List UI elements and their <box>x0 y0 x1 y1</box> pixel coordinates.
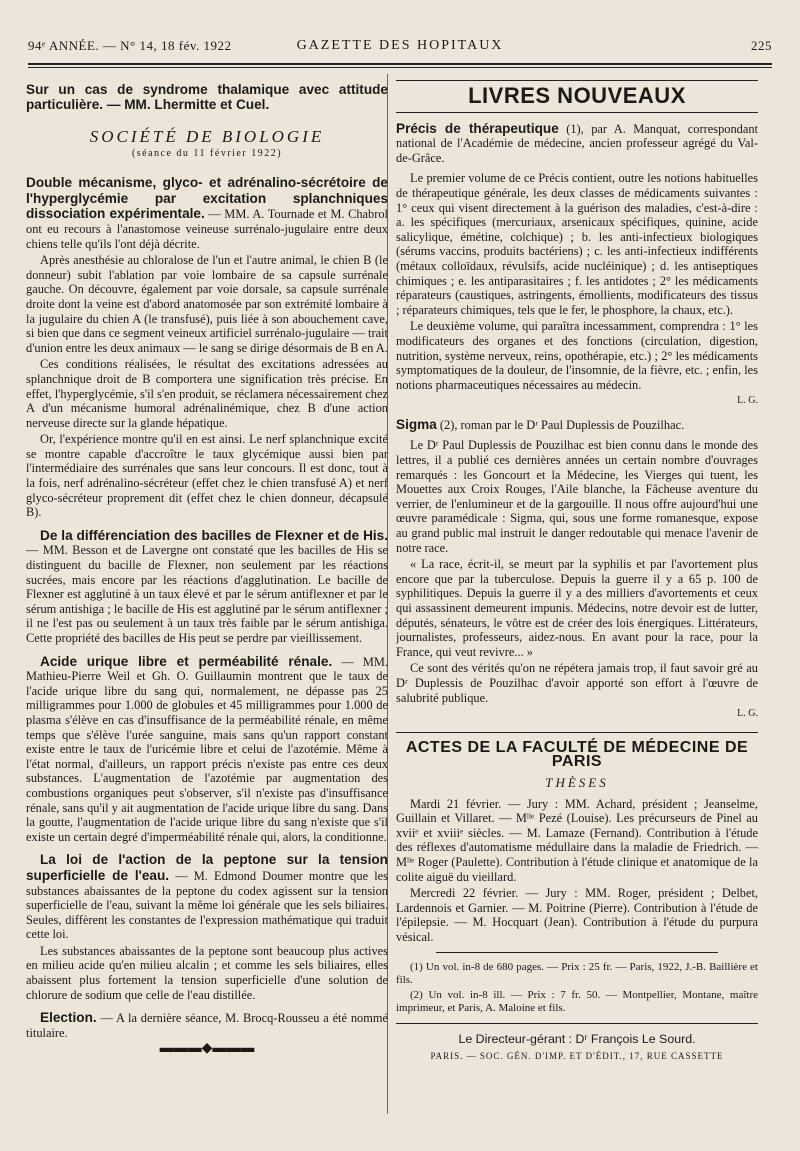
page-number: 225 <box>751 38 772 53</box>
article-4-para-2: Les substances abaissantes de la peptone sont beaucoup plus actives en milieu acide qu'en milieu alcalin ; et comme les sels biliaires, elles abaissent plus fortement la tension superficielle d'une solution de chlorure de sodium que celle de l'eau distillée. <box>26 943 388 1002</box>
article-1-para-4: Or, l'expérience montre qu'il en est ainsi. Le nerf splanchnique excité se montre capable d'accroître le taux glycémique aussi bien par l'intermédiaire des surrénales que sans leur concours. Il est donc, tout à la fois, nerf adrénalino-sécréteur (effet chez le chien transfusé A) et nerf glyco-sécréteur proprement dit (effet chez le chien donneur, décapsulé B). <box>26 432 388 520</box>
article-3-title: Acide urique libre et perméabilité rénale. <box>40 653 333 669</box>
book-2-heading <box>396 417 758 433</box>
article-4 <box>26 852 388 942</box>
gerant-rule <box>396 1023 758 1024</box>
header-rule-thin <box>28 67 772 68</box>
book-2-signature: L. G. <box>737 708 758 720</box>
article-5-text: — A la dernière séance, M. Brocq-Rousseu a été nommé titulaire. <box>26 1011 388 1040</box>
book-1-heading <box>396 121 758 166</box>
theses-title: THÈSES <box>545 774 609 790</box>
article-2-text: — MM. Besson et de Lavergne ont constaté que les bacilles de His se distinguent du bacille de Flexner, non seulement par les réactions sucrées, mais encore par les réactions d'agglutination. Le bacille de Flexner est agglutiné à un taux élevé et par le sérum antiflexner et par le sérum antishiga ; le bacille de His est agglutiné par le sérum antiflexner ; il ne l'est pas ou seulement à un taux très faible par le sérum antishiga. Cette propriété des bacilles de His peut se perdre par vieillissement. <box>26 543 388 645</box>
livres-rule-bottom <box>396 112 758 113</box>
book-1-para-2: Le deuxième volume, qui paraîtra incessamment, comprendra : 1° les modificateurs des organes et des fonctions (circulation, digestion, nutrition, système nerveux, reins, opothérapie, etc.) ; 2° les médicaments symptomatiques de la douleur, de l'insomnie, de la fièvre, etc. ; enfin, les notions pharmaceutiques nécessaires au médecin. <box>396 319 758 392</box>
journal-title: GAZETTE DES HOPITAUX <box>296 38 504 53</box>
header-rule <box>28 63 772 65</box>
these-tuesday: Mardi 21 février. — Jury : MM. Achard, président ; Jeanselme, Guillain et Villaret. — Mˡˡᵉ Pezé (Louise). Les précurseurs de Pinel au xviiᵉ et xviiiᵉ siècles. — M. Lamaze (Fernand). Contribution à l'étude des réflexes d'automatisme médullaire dans la maladie de Friedrich. — Mˡˡᵉ Roger (Paulette). Contribution à l'étude clinique et anatomique de la colite aiguë du vieillard. <box>396 796 758 884</box>
article-5 <box>26 1010 388 1040</box>
book-2-para-3: Ce sont des vérités qu'on ne répétera jamais trop, il faut savoir gré au Dʳ Duplessis de Pouzilhac d'avoir apporté son effort à l'œuvre de salubrité publique. <box>396 661 758 705</box>
these-wednesday: Mercredi 22 février. — Jury : MM. Roger, président ; Delbet, Lardennois et Garnier. — M. Poitrine (Pierre). Contribution à l'étude de l'épilepsie. — M. Hocquart (Jean). Contribution à l'étude du purpura vésical. <box>396 886 758 944</box>
footnote-1: (1) Un vol. in-8 de 680 pages. — Prix : 25 fr. — Paris, 1922, J.-B. Baillière et fils. <box>396 961 758 987</box>
book-2-title: Sigma <box>396 416 437 432</box>
book-1-title: Précis de thérapeutique <box>396 120 559 136</box>
book-2-byline: (2), roman par le Dʳ Paul Duplessis de Pouzilhac. <box>439 417 685 432</box>
page-header <box>28 38 772 58</box>
book-1-para-1: Le premier volume de ce Précis contient, outre les notions habituelles de thérapeutique générale, les deux classes de médicaments suivantes : 1° ceux qui visent directement à la guérison des maladies, c'est-à-dire : a. les spécifiques (mercuriaux, arsenicaux spécifiques, quinine, acide salicylique, émétine, colchique) ; b. les anti-infectieux biologiques (sérums vaccins, produits bactériens) ; c. les anti-infectieux indifférents (métaux colloïdaux, révulsifs, acide nucléinique) ; d. les antiseptiques chimiques ; e. les antiparasitaires ; f. les antidotes ; 2° les médicaments réparateurs (caustiques, astringents, émollients, modificateurs des tissus ; réparateurs chimiques, tels que le fer, le phosphore, la chaux, etc.). <box>396 171 758 317</box>
article-1-para-3: Ces conditions réalisées, le résultat des excitations adressées au splanchnique droit de B comportera une signification très précise. En effet, l'hyperglycémie, s'il s'en produit, se réclamera nécessairement chez A d'un mécanisme humoral adrénalinémique, chez B d'une action nerveuse directe sur la glande hépatique. <box>26 357 388 430</box>
livres-title: LIVRES NOUVEAUX <box>468 83 686 108</box>
society-subtitle: (séance du 11 février 1922) <box>131 147 283 159</box>
intro-item: Sur un cas de syndrome thalamique avec attitude particulière. — MM. Lhermitte et Cuel. <box>26 82 388 112</box>
article-3 <box>26 654 388 845</box>
article-1-para-2: Après anesthésie au chloralose de l'un et l'autre animal, le chien B (le donneur) subit l'ablation par voie lombaire de sa capsule surrénale gauche. On découvre, également par voie dorsale, sa capsule surrénale droite dont la veine est d'abord anatomosée par son extrémité lombaire à la jugulaire du chien A (le transfusé), puis liée à son abouchement cave, si bien que dans ce segment veineux artificiel surrénalo-jugulaire — trait d'union entre les deux animaux — le sang se dirige désormais de B en A. <box>26 253 388 355</box>
article-4-text: — M. Edmond Doumer montre que les substances abaissantes de la peptone du codex agissent sur la tension superficielle de l'eau, suivant la même loi générale que les sels biliaires. Seules, diffèrent les constantes de l'expression mathématique qui traduit cette loi. <box>26 868 388 942</box>
end-ornament: ▬▬▬◆▬▬▬ <box>159 1041 255 1057</box>
printer-imprint: PARIS. — SOC. GÉN. D'IMP. ET D'ÉDIT., 17, RUE CASSETTE <box>430 1051 724 1062</box>
article-5-title: Election. <box>40 1010 97 1026</box>
book-2-para-1: Le Dʳ Paul Duplessis de Pouzilhac est bien connu dans le monde des lettres, il a publié ces dernières années un certain nombre d'ouvrages remarqués : les Goncourt et la Médecine, les Vierges qui tuent, les Mouettes aux Croix Rouges, l'Aile blanche, la Fâcheuse aventure du verrier, de l'enlumineur et de la gargouille. Il nous offre aujourd'hui une œuvre paramédicale : Sigma, qui, sous une forme romanesque, expose au grand public mal instruit le danger redoutable qui menace l'avenir de notre race. <box>396 438 758 555</box>
society-title: SOCIÉTÉ DE BIOLOGIE <box>89 127 325 146</box>
right-column <box>396 78 758 1128</box>
article-2-title: De la différenciation des bacilles de Flexner et de His. <box>40 527 388 543</box>
article-2 <box>26 528 388 646</box>
article-1 <box>26 175 388 251</box>
article-3-text: — MM. Mathieu-Pierre Weil et Gh. O. Guillaumin montrent que le taux de l'acide urique libre du sang qui, normalement, ne dépasse pas 25 milligrammes pour 1.000 de globules et 45 milligrammes pour 1.000 de plasma s'élève en cas d'insuffisance de la perméabilité rénale, en même temps que s'élève l'urée sanguine, mais sans qu'un rapport constant existe entre le taux de l'uricémie libre et celui de l'azotémie. Même à l'état normal, d'ailleurs, un rapport précis n'existe pas entre ces deux substances. L'augmentation de l'azotémie par augmentation des combustions organiques peut s'observer, s'il n'existe pas d'insuffisance rénale, sans qu'il y ait augmentation de l'acide urique libre du sang. Dans la goutte, l'augmentation de l'acide urique libre du sang n'existe que s'il existe un certain degré d'imperméabilité rénale qui, alors, la conditionne. <box>26 654 388 844</box>
footnote-rule <box>436 952 718 953</box>
book-2-para-2: « La race, écrit-il, se meurt par la syphilis et par l'avortement plus encore que par la tuberculose. Depuis la guerre il y a 65 p. 100 de syphilitiques. Depuis la guerre il y a des milliers d'avortements et ceux qui assassinent demeurent impunis. Médecins, notre devoir est de lutter, députés, sénateurs, le vôtre est de créer des lois énergiques. Littérateurs, journalistes, professeurs, aidez-nous. En avant pour la race, pour la France, qui veut revivre... » <box>396 557 758 659</box>
article-4-title: La loi de l'action de la peptone sur la tension superficielle de l'eau. <box>26 852 388 883</box>
article-1-title: Double mécanisme, glyco- et adrénalino-sécrétoire de l'hyperglycémie par excitation splanchniques dissociation expérimentale. <box>26 175 388 222</box>
actes-rule-top <box>396 732 758 733</box>
book-1-byline: (1), par A. Manquat, correspondant national de l'Académie de médecine, ancien professeur agrégé du Val-de-Grâce. <box>396 121 758 165</box>
footnote-2: (2) Un vol. in-8 ill. — Prix : 7 fr. 50. — Montpellier, Montane, maître imprimeur, et Paris, A. Maloine et fils. <box>396 989 758 1015</box>
article-1-lead: — MM. A. Tournade et M. Chabrol ont eu recours à l'anastomose veineuse surrénalo-jugulaire entre deux chiens telle qu'ils l'ont déjà décrite. <box>26 207 388 251</box>
livres-rule-top <box>396 80 758 81</box>
director-line: Le Directeur-gérant : Dʳ François Le Sourd. <box>458 1032 696 1047</box>
issue-line: 94ᵉ ANNÉE. — N° 14, 18 fév. 1922 <box>28 38 232 53</box>
actes-title: ACTES DE LA FACULTÉ DE MÉDECINE DE PARIS <box>405 738 749 771</box>
left-column <box>26 78 388 1128</box>
book-1-signature: L. G. <box>737 395 758 407</box>
